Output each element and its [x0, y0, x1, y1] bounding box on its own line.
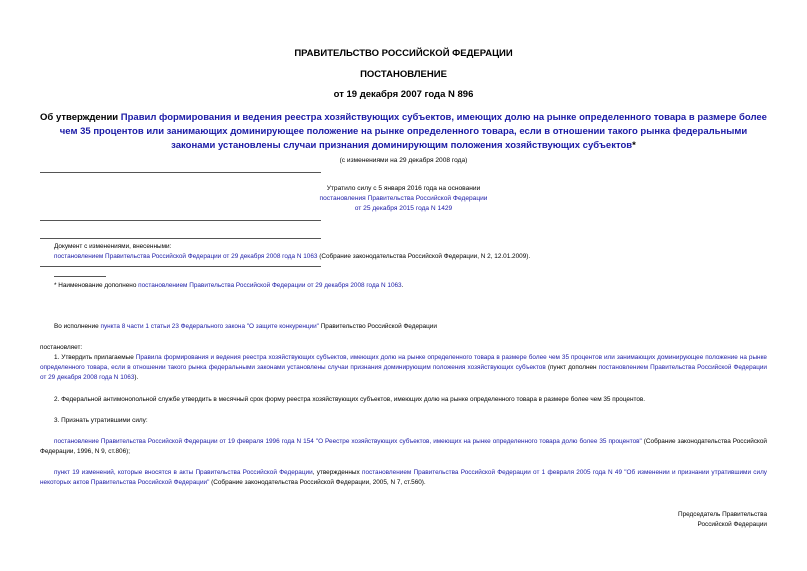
signature-title: Председатель Правительства [678, 511, 767, 518]
amendment-note: (с изменениями на 29 декабря 2008 года) [339, 157, 468, 164]
paragraph-2: 2. Федеральной антимонопольной службе утвердить в месячный срок форму реестра хозяйствующих субъектов, имеющих долю на рынке определенного товара в размере более чем 35 процентов. [54, 396, 646, 403]
paragraph-1 [40, 353, 767, 383]
changes-line [54, 252, 774, 262]
footnote-rule [54, 276, 106, 277]
p3b-link[interactable]: пункт 19 изменений, которые вносятся в акты Правительства Российской Федерации [54, 469, 313, 476]
title-prefix: Об утверждении [40, 112, 121, 123]
preamble-link[interactable]: пункта 8 части 1 статьи 23 Федерального закона "О защите конкуренции" [100, 323, 319, 330]
title-suffix: * [632, 140, 636, 151]
lapsed-link-1[interactable]: постановления Правительства Российской Федерации [319, 195, 488, 202]
p1-suffix: ). [134, 374, 139, 381]
paragraph-3a [40, 437, 767, 457]
p1-prefix: 1. Утвердить прилагаемые [54, 354, 136, 361]
footnote [54, 281, 403, 291]
p3a-link[interactable]: постановление Правительства Российской Федерации от 19 февраля 1996 года N 154 "О Реестре хозяйствующих субъектов, имеющих на рынке определенного товара долю более 35 процентов" [54, 438, 642, 445]
paragraph-3: 3. Признать утратившими силу: [54, 417, 148, 424]
footnote-link[interactable]: постановлением Правительства Российской Федерации от 29 декабря 2008 года N 1063 [138, 282, 402, 289]
lapsed-line: Утратило силу с 5 января 2016 года на основании [326, 185, 481, 192]
signature-org: Российской Федерации [697, 521, 767, 528]
p1-rules-link[interactable]: Правила формирования и ведения реестра хозяйствующих субъектов, имеющих долю на рынке определенного товара в размере более чем 35 процентов или занимающих доминирующее положение на рынке определенного товара, если в отношении такого рынка федеральными законами установлены случаи признания доминирующим положения хозяйствующих субъектов [40, 354, 767, 371]
p3b-mid: , утвержденных [312, 469, 362, 476]
footnote-prefix: * Наименование дополнено [54, 282, 139, 289]
document-title [40, 111, 767, 153]
preamble [54, 322, 437, 332]
divider [40, 266, 321, 267]
divider [40, 220, 321, 221]
footnote-suffix: . [401, 282, 404, 289]
p1-mid: (пункт дополнен [545, 364, 599, 371]
changes-source: (Собрание законодательства Российской Федерации, N 2, 12.01.2009). [317, 253, 531, 260]
changes-link[interactable]: постановлением Правительства Российской Федерации от 29 декабря 2008 года N 1063 [54, 253, 318, 260]
divider [40, 172, 321, 173]
resolves-text: постановляет: [40, 344, 83, 351]
changes-label: Документ с изменениями, внесенными: [54, 243, 172, 250]
p3a-suffix: (Собрание законодательства Российской Федерации, 1996, N 9, ст.806); [40, 438, 768, 455]
lapsed-link-2[interactable]: от 25 декабря 2015 года N 1429 [354, 205, 453, 212]
p3b-suffix: (Собрание законодательства Российской Федерации, 2005, N 7, ст.560). [209, 479, 426, 486]
preamble-prefix: Во исполнение [54, 323, 101, 330]
document-type: ПОСТАНОВЛЕНИЕ [360, 69, 447, 80]
title-link[interactable]: Правил формирования и ведения реестра хозяйствующих субъектов, имеющих долю на рынке определенного товара в размере более чем 35 процентов или занимающих доминирующее положение на рынке определенного товара, если в отношении такого рынка федеральными законами установлены случаи признания доминирующим положения хозяйствующих субъектов [59, 112, 767, 151]
preamble-suffix: Правительство Российской Федерации [318, 323, 437, 330]
paragraph-3b [40, 468, 767, 488]
government-heading: ПРАВИТЕЛЬСТВО РОССИЙСКОЙ ФЕДЕРАЦИИ [294, 48, 513, 59]
document-date: от 19 декабря 2007 года N 896 [333, 89, 474, 100]
p3b-decree-link[interactable]: постановлением Правительства Российской Федерации от 1 февраля 2005 года N 49 "Об изменении и признании утратившими силу некоторых актов Правительства Российской Федерации" [40, 469, 767, 486]
divider [40, 238, 321, 239]
p1-amend-link[interactable]: постановлением Правительства Российской Федерации от 29 декабря 2008 года N 1063 [40, 364, 767, 381]
